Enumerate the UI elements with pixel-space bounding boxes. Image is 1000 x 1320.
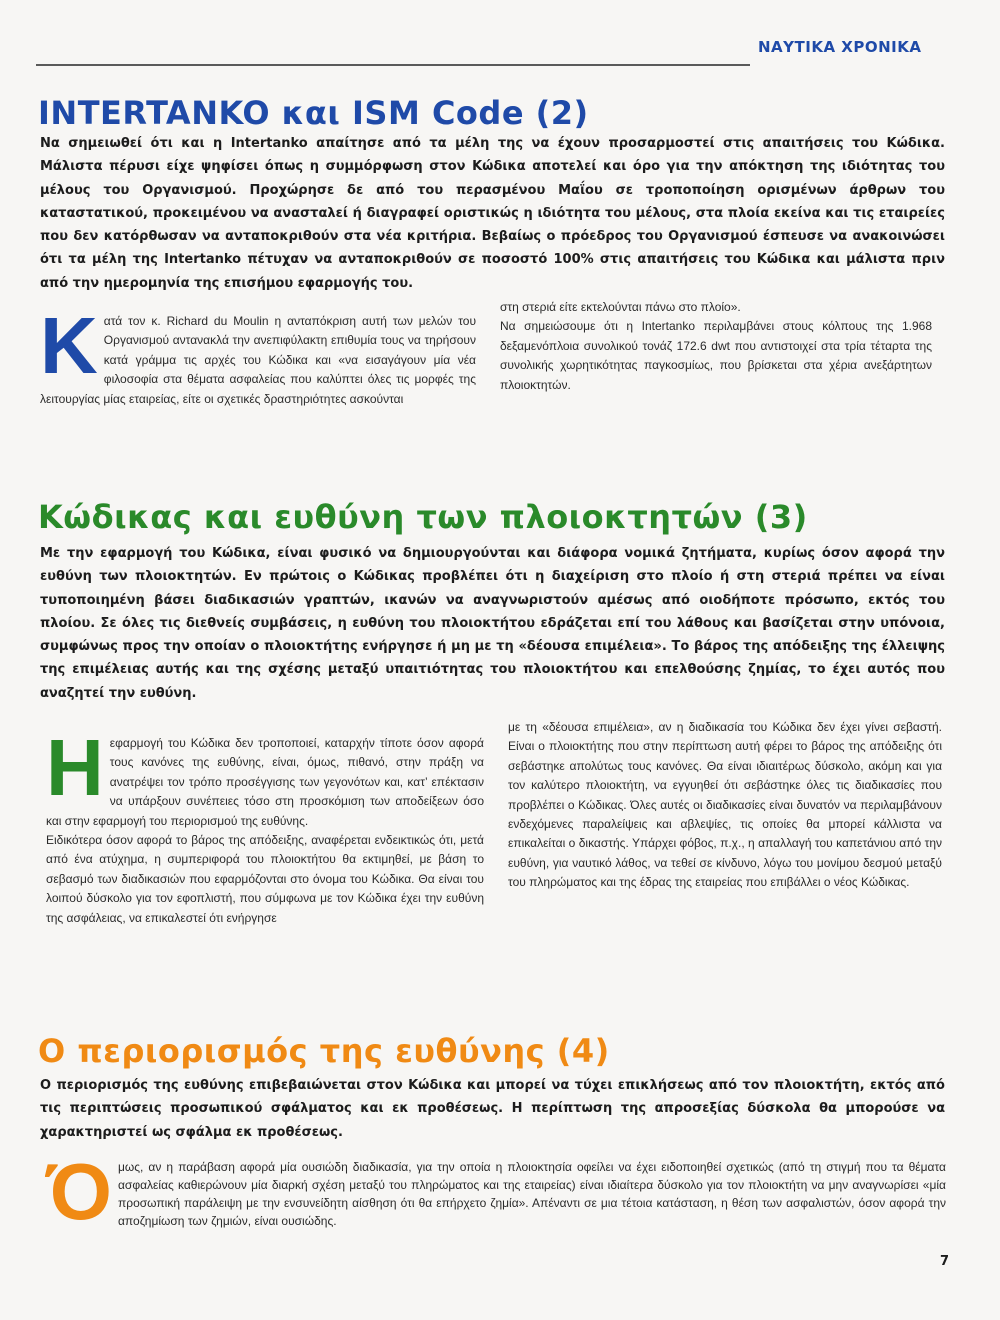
drop-cap: Η bbox=[46, 723, 104, 812]
section-heading: Κώδικας και ευθύνη των πλοιοκτητών (3) bbox=[38, 498, 808, 536]
body-paragraph: στη στεριά είτε εκτελούνται πάνω στο πλοίο». bbox=[500, 300, 741, 314]
magazine-title: ΝΑΥΤΙΚΑ ΧΡΟΝΙΚΑ bbox=[758, 38, 922, 56]
header-rule bbox=[36, 64, 750, 66]
page-number: 7 bbox=[940, 1254, 950, 1269]
lead-paragraph: Με την εφαρμογή του Κώδικα, είναι φυσικό να δημιουργούνται και διάφορα νομικά ζητήματα, κυρίως όσον αφορά την ευθύνη των πλοιοκτητών. Εν πρώτοις ο Κώδικας προβλέπει ότι η διαχείριση στο πλοίο ή στη στεριά πρέπει να είναι τυποποιημένη βάσει διαδικασιών γραπτών, ικανών να αναγνωριστούν αμέσως από οιοδήποτε πρόσωπο, εκτός του πλοίου. Σε όλες τις διεθνείς συμβάσεις, η ευθύνη του πλοιοκτήτου εδράζεται επί του λάθους και βασίζεται στην υπόνοια, συμφώνως προς την οποίαν ο πλοιοκτήτης ενήργησε ή μη με τη «δέουσα επιμέλεια». Το βάρος της απόδειξης της έλλειψης της επιμέλειας αυτής και της σχέσης μεταξύ υπαιτιότητας του πλοιοκτήτου και επελθούσης ζημίας, το έχει αυτός που αναζητεί την ευθύνη. bbox=[40, 546, 945, 701]
body-paragraph: Ειδικότερα όσον αφορά το βάρος της απόδειξης, αναφέρεται ενδεικτικώς ότι, μετά από ένα ατύχημα, η συμπεριφορά του πλοιοκτήτου θα εκτιμηθεί, με βάση το σεβασμό των διαδικασιών που εφαρμόζονται στο όνομα του Κώδικα. Θα είναι του λοιπού δύσκολο για τον εφοπλιστή, που σύμφωνα με τον Κώδικα έχει την ευθύνη της ασφάλειας, να επικαλεστεί ότι ενήργησε bbox=[46, 833, 484, 925]
drop-cap: Κ bbox=[40, 301, 98, 390]
body-column-full bbox=[46, 1147, 946, 1236]
drop-cap: Ό bbox=[46, 1147, 112, 1236]
lead-paragraph: Ο περιορισμός της ευθύνης επιβεβαιώνεται στον Κώδικα και μπορεί να τύχει επικλήσεως από τον πλοιοκτήτη, εκτός από τις περιπτώσεις προσωπικού σφάλματος και εκ προθέσεως. Η περίπτωση της απροσεξίας δύσκολα θα μπορούσε να χαρακτηριστεί ως σφάλμα εκ προθέσεως. bbox=[40, 1078, 945, 1140]
body-paragraph: μως, αν η παράβαση αφορά μία ουσιώδη διαδικασία, για την οποία η πλοιοκτησία οφείλει να έχει ειδοποιηθεί σχετικώς (από τη στιγμή που τα θέματα ασφαλείας καθιερώνουν μία διαρκή σχέση μεταξύ του πληρώματος και της εταιρείας) είναι ιδιαίτερα δύσκολο για τον πλοιοκτήτη να μην αναγνωρίσει «μία προσωπική παράλειψη με την ενσυνείδητη αίσθηση ότι θα επήρχετο ζημία». Απέναντι σε μια τέτοια κατάσταση, η θέση των ασφαλιστών, όσον αφορά την αποζημίωση των ζημιών, είναι ουσιώδης. bbox=[117, 1160, 946, 1228]
body-paragraph: Να σημειώσουμε ότι η Intertanko περιλαμβάνει στους κόλπους της 1.968 δεξαμενόπλοια συνολικού τονάζ 172.6 dwt που αντιστοιχεί στα τρία τέταρτα της συνολικής χωρητικότητας παγκοσμίως, που βρίσκεται στα χέρια ανεξάρτητων πλοιοκτητών. bbox=[500, 319, 932, 392]
body-column-right bbox=[508, 718, 942, 893]
body-column-left bbox=[46, 723, 484, 928]
body-paragraph: ατά τον κ. Richard du Moulin η ανταπόκριση αυτή των μελών του Οργανισμού αντανακλά την ανεπιφύλακτη επιθυμία τους να τηρήσουν κατά γράμμα τις αρχές του Κώδικα και «να εισαγάγουν μία νέα φιλοσοφία στα θέματα ασφαλείας που καλύπτει όλες τις μορφές της λειτουργίας μίας εταιρείας, είτε οι σχετικές δραστηριότητες ασκούνται bbox=[40, 314, 476, 406]
section-heading: INTERTANKO και ISM Code (2) bbox=[38, 94, 589, 132]
body-paragraph: με τη «δέουσα επιμέλεια», αν η διαδικασία του Κώδικα δεν έχει γίνει σεβαστή. Είναι ο πλοιοκτήτης που στην περίπτωση αυτή φέρει το βάρος της απόδειξης ότι σεβάστηκε απολύτως τους κανόνες. Θα είναι ιδιαιτέρως δύσκολο, ακόμη και για τον καλύτερο πλοιοκτήτη, να εγγυηθεί ότι σεβάστηκε όλες τις διαδικασίες που προβλέπει ο Κώδικας. Όλες αυτές οι διαδικασίες είναι δυνατόν να περιλαμβάνουν ενδεχόμενες παραλείψεις και αβλεψίες, τις οποίες θα μπορεί κάλλιστα να επικαλείται ο δικαστής. Υπάρχει φόβος, π.χ., η απαλλαγή του καπετάνιου από την ευθύνη, για ναυτικό λάθος, να τεθεί σε κίνδυνο, λόγω του μονίμου δεσμού μεταξύ του πληρώματος και της έδρας της εταιρείας που επιβάλλει ο νέος Κώδικας. bbox=[508, 720, 942, 890]
section-heading: Ο περιορισμός της ευθύνης (4) bbox=[38, 1032, 610, 1070]
lead-paragraph: Να σημειωθεί ότι και η Intertanko απαίτησε από τα μέλη της να έχουν προσαρμοστεί στις απαιτήσεις του Κώδικα. Μάλιστα πέρυσι είχε ψηφίσει όπως η συμμόρφωση στον Κώδικα αποτελεί και όρο για την απόκτηση της ιδιότητας του μέλους του Οργανισμού. Προχώρησε δε από του περασμένου Μαΐου σε τροποποίηση ορισμένων άρθρων του καταστατικού, προκειμένου να ανασταλεί ή διαγραφεί οριστικώς η ιδιότητα του μέλους, στα πλοία εκείνα και τις εταιρείες που δεν κατόρθωσαν να ανταποκριθούν στα νέα κριτήρια. Βεβαίως ο πρόεδρος του Οργανισμού έσπευσε να ανακοινώσει ότι τα μέλη της Intertanko πέτυχαν να ανταποκριθούν σε ποσοστό 100% στις απαιτήσεις του Κώδικα και μάλιστα πριν από την ημερομηνία της επισήμου εφαρμογής του. bbox=[40, 136, 945, 291]
body-column-right bbox=[500, 298, 932, 395]
body-paragraph: εφαρμογή του Κώδικα δεν τροποποιεί, καταρχήν τίποτε όσον αφορά τους κανόνες της ευθύνης, είναι, όμως, πιθανό, στην πράξη να ανατρέψει τον τρόπο προσέγγισης των γεγονότων και, κατ’ επέκτασιν να υπάρξουν συνέπειες τόσο στη προσκόμιση των αποδείξεων όσο και στην εφαρμογή του περιορισμού της ευθύνης. bbox=[46, 736, 484, 828]
body-column-left bbox=[40, 301, 476, 409]
